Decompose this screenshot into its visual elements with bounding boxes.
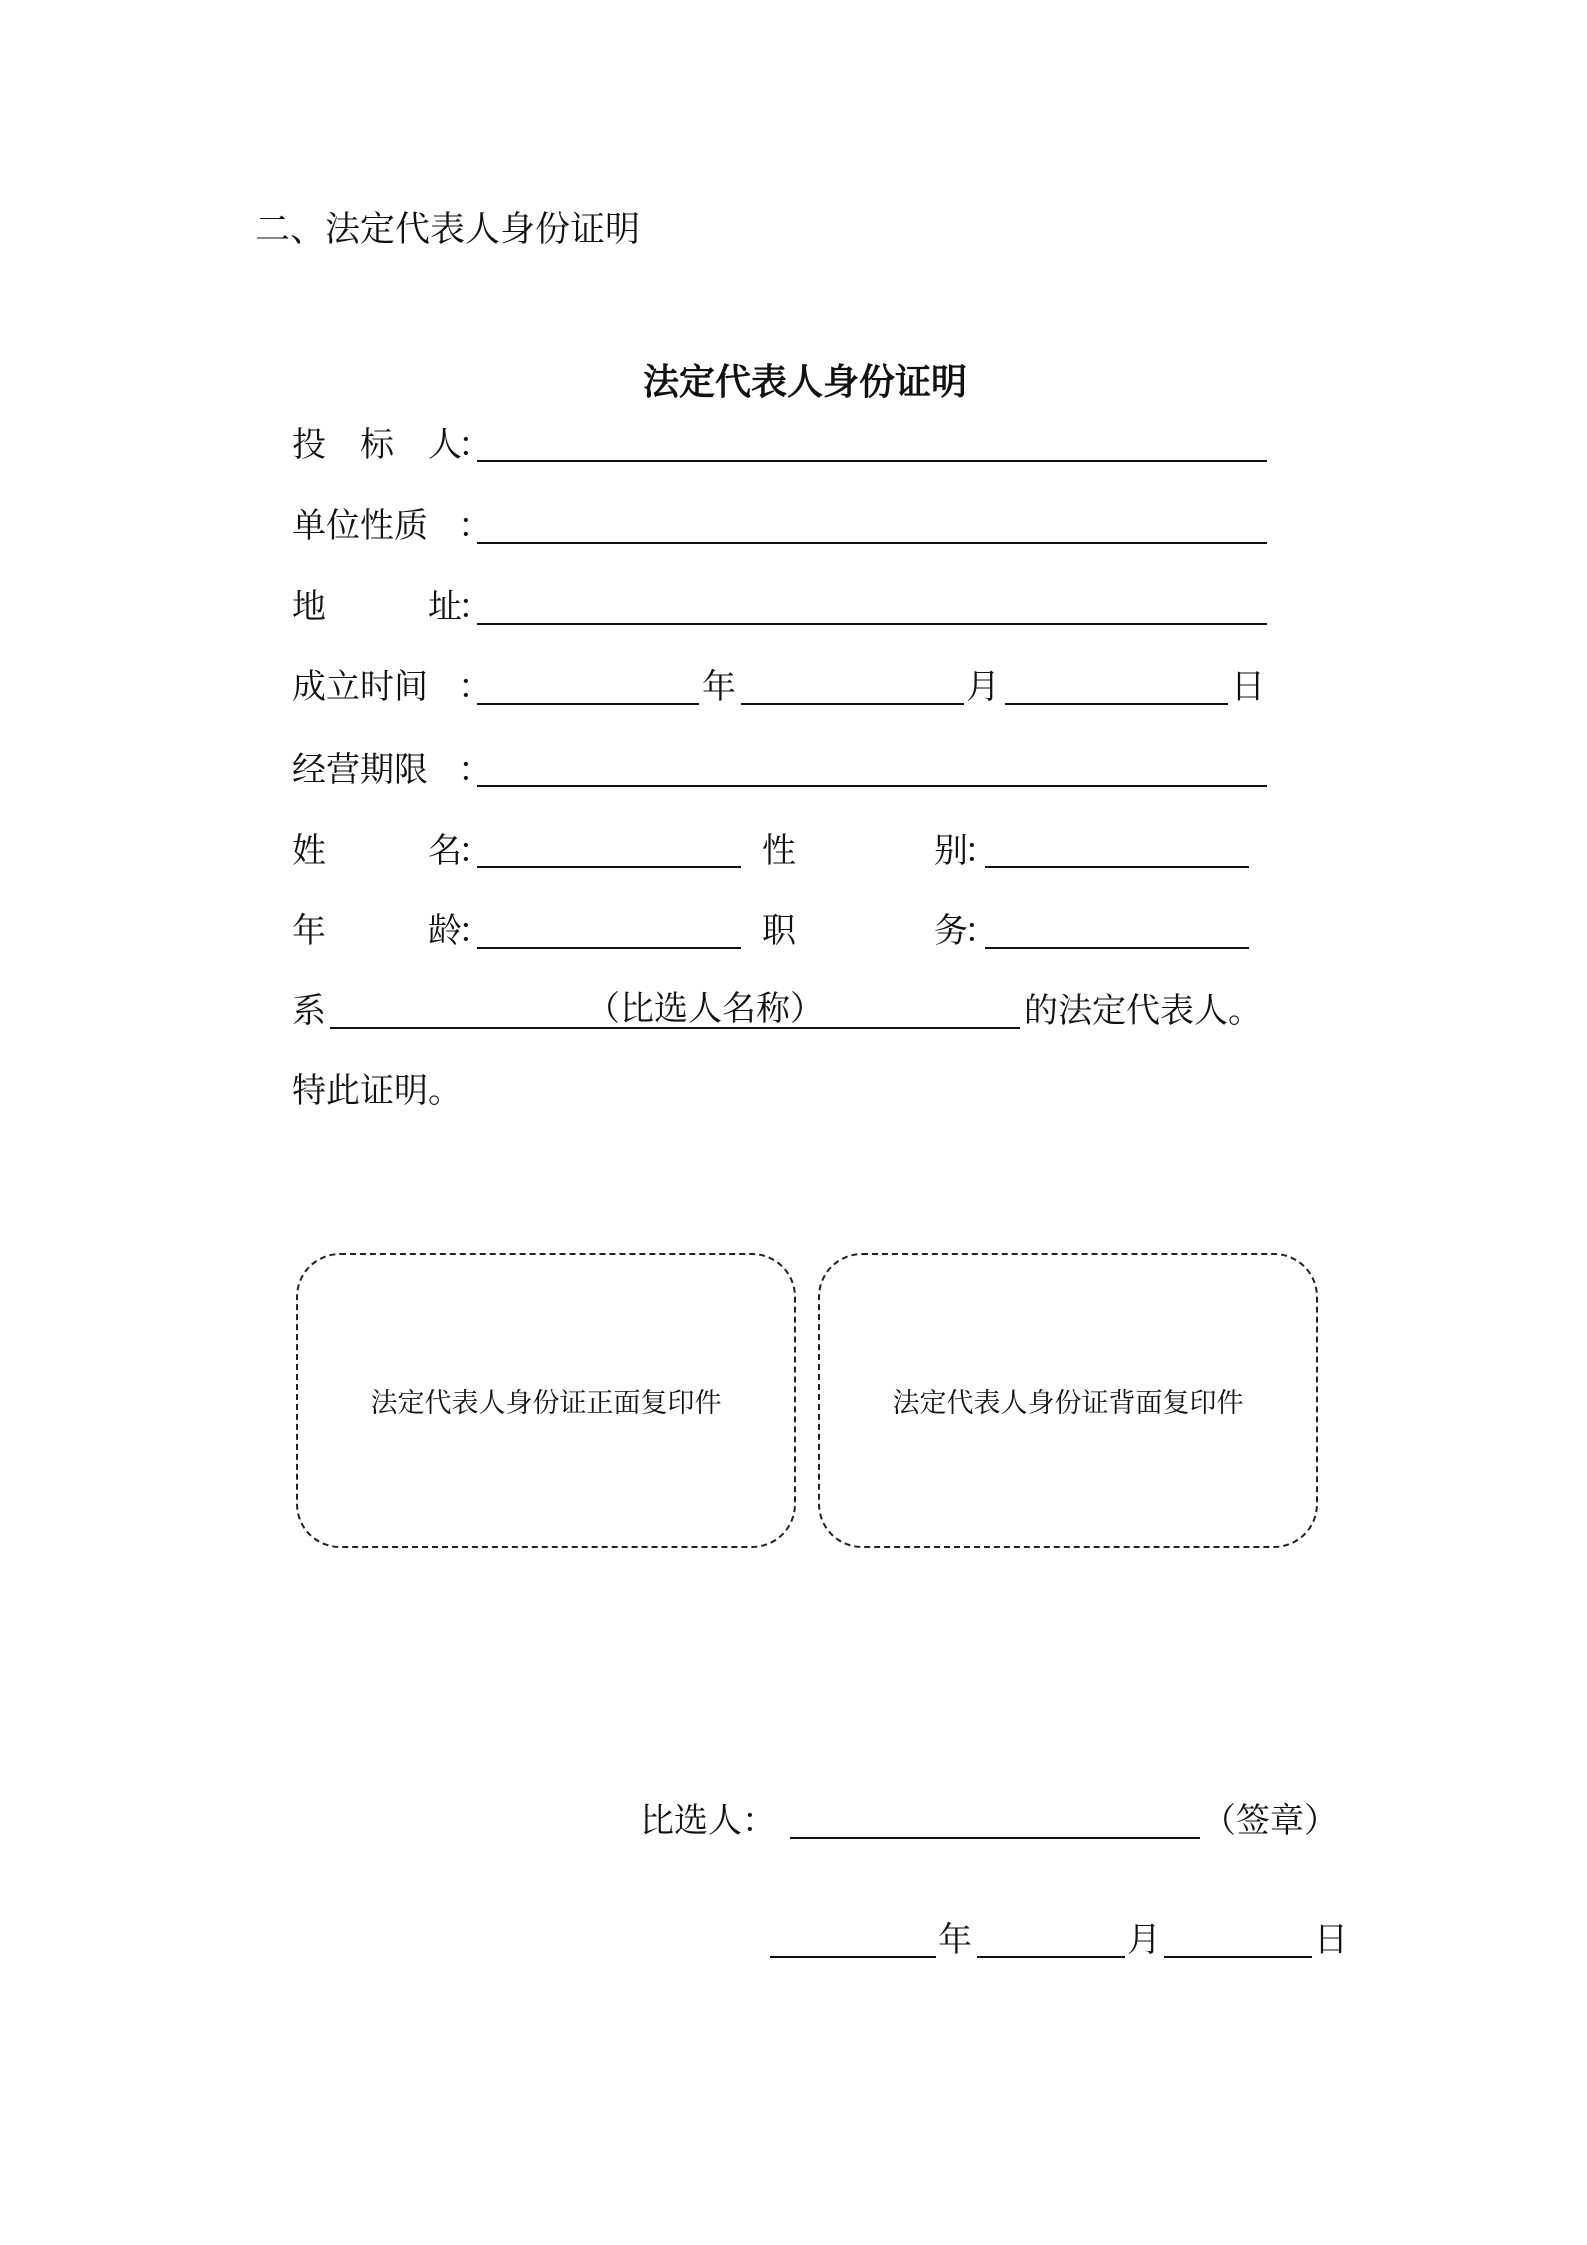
declaration-placeholder: （比选人名称）: [586, 989, 824, 1029]
term-field[interactable]: [477, 785, 1267, 787]
bidder-label-char-2: 人: [428, 425, 462, 465]
position-label-char-0: 职: [762, 911, 796, 951]
address-label-char-0: 地: [292, 587, 326, 627]
nature-label: 单位性质: [292, 506, 428, 546]
established-month-unit: 月: [966, 667, 1000, 707]
nature-field[interactable]: [477, 542, 1267, 544]
established-colon: ：: [458, 667, 492, 707]
seal-label: （签章）: [1202, 1801, 1338, 1841]
name-label-char-1: 名: [428, 831, 462, 871]
gender-label-char-0: 性: [762, 831, 796, 871]
gender-field[interactable]: [985, 866, 1249, 868]
bidder-label: [292, 424, 462, 466]
position-label-char-1: 务: [934, 911, 968, 951]
address-label-char-1: 址: [428, 587, 462, 627]
document-title: 法定代表人身份证明: [642, 361, 967, 403]
established-label: 成立时间: [292, 667, 428, 707]
sign-year-unit: 年: [938, 1920, 972, 1960]
bidder-colon: ：: [458, 425, 492, 465]
signer-field[interactable]: [790, 1837, 1200, 1839]
declaration-prefix: 系: [292, 991, 326, 1031]
id-back-label: 法定代表人身份证背面复印件: [892, 1388, 1244, 1419]
age-label: [292, 910, 462, 952]
sign-month-unit: 月: [1127, 1920, 1161, 1960]
gender-colon: ：: [964, 831, 998, 871]
established-day-unit: 日: [1231, 667, 1265, 707]
age-field[interactable]: [477, 947, 741, 949]
section-heading: 二、法定代表人身份证明: [255, 210, 641, 250]
name-colon: ：: [458, 831, 492, 871]
signer-label: 比选人：: [640, 1801, 776, 1841]
name-label: [292, 830, 462, 872]
name-label-char-0: 姓: [292, 831, 326, 871]
address-label: [292, 586, 462, 628]
id-front-box[interactable]: [296, 1253, 796, 1548]
term-label: 经营期限: [292, 750, 428, 790]
nature-colon: ：: [458, 506, 492, 546]
address-colon: ：: [458, 587, 492, 627]
bidder-field[interactable]: [477, 460, 1267, 462]
certify-text: 特此证明。: [292, 1071, 462, 1111]
sign-month-field[interactable]: [977, 1956, 1125, 1958]
position-field[interactable]: [985, 947, 1249, 949]
term-colon: ：: [458, 750, 492, 790]
bidder-label-char-1: 标: [360, 425, 394, 465]
sign-year-field[interactable]: [770, 1956, 936, 1958]
established-year-field[interactable]: [477, 703, 699, 705]
id-front-label: 法定代表人身份证正面复印件: [370, 1388, 722, 1419]
id-back-box[interactable]: [818, 1253, 1318, 1548]
address-field[interactable]: [477, 623, 1267, 625]
established-day-field[interactable]: [1005, 703, 1228, 705]
established-month-field[interactable]: [741, 703, 964, 705]
gender-label-char-1: 别: [934, 831, 968, 871]
age-label-char-0: 年: [292, 911, 326, 951]
name-field[interactable]: [477, 866, 741, 868]
age-colon: ：: [458, 911, 492, 951]
sign-day-field[interactable]: [1164, 1956, 1312, 1958]
position-label: [762, 910, 968, 952]
gender-label: [762, 830, 968, 872]
bidder-label-char-0: 投: [292, 425, 326, 465]
declaration-suffix: 的法定代表人。: [1024, 991, 1262, 1031]
sign-day-unit: 日: [1314, 1920, 1348, 1960]
established-year-unit: 年: [702, 667, 736, 707]
position-colon: ：: [964, 911, 998, 951]
age-label-char-1: 龄: [428, 911, 462, 951]
